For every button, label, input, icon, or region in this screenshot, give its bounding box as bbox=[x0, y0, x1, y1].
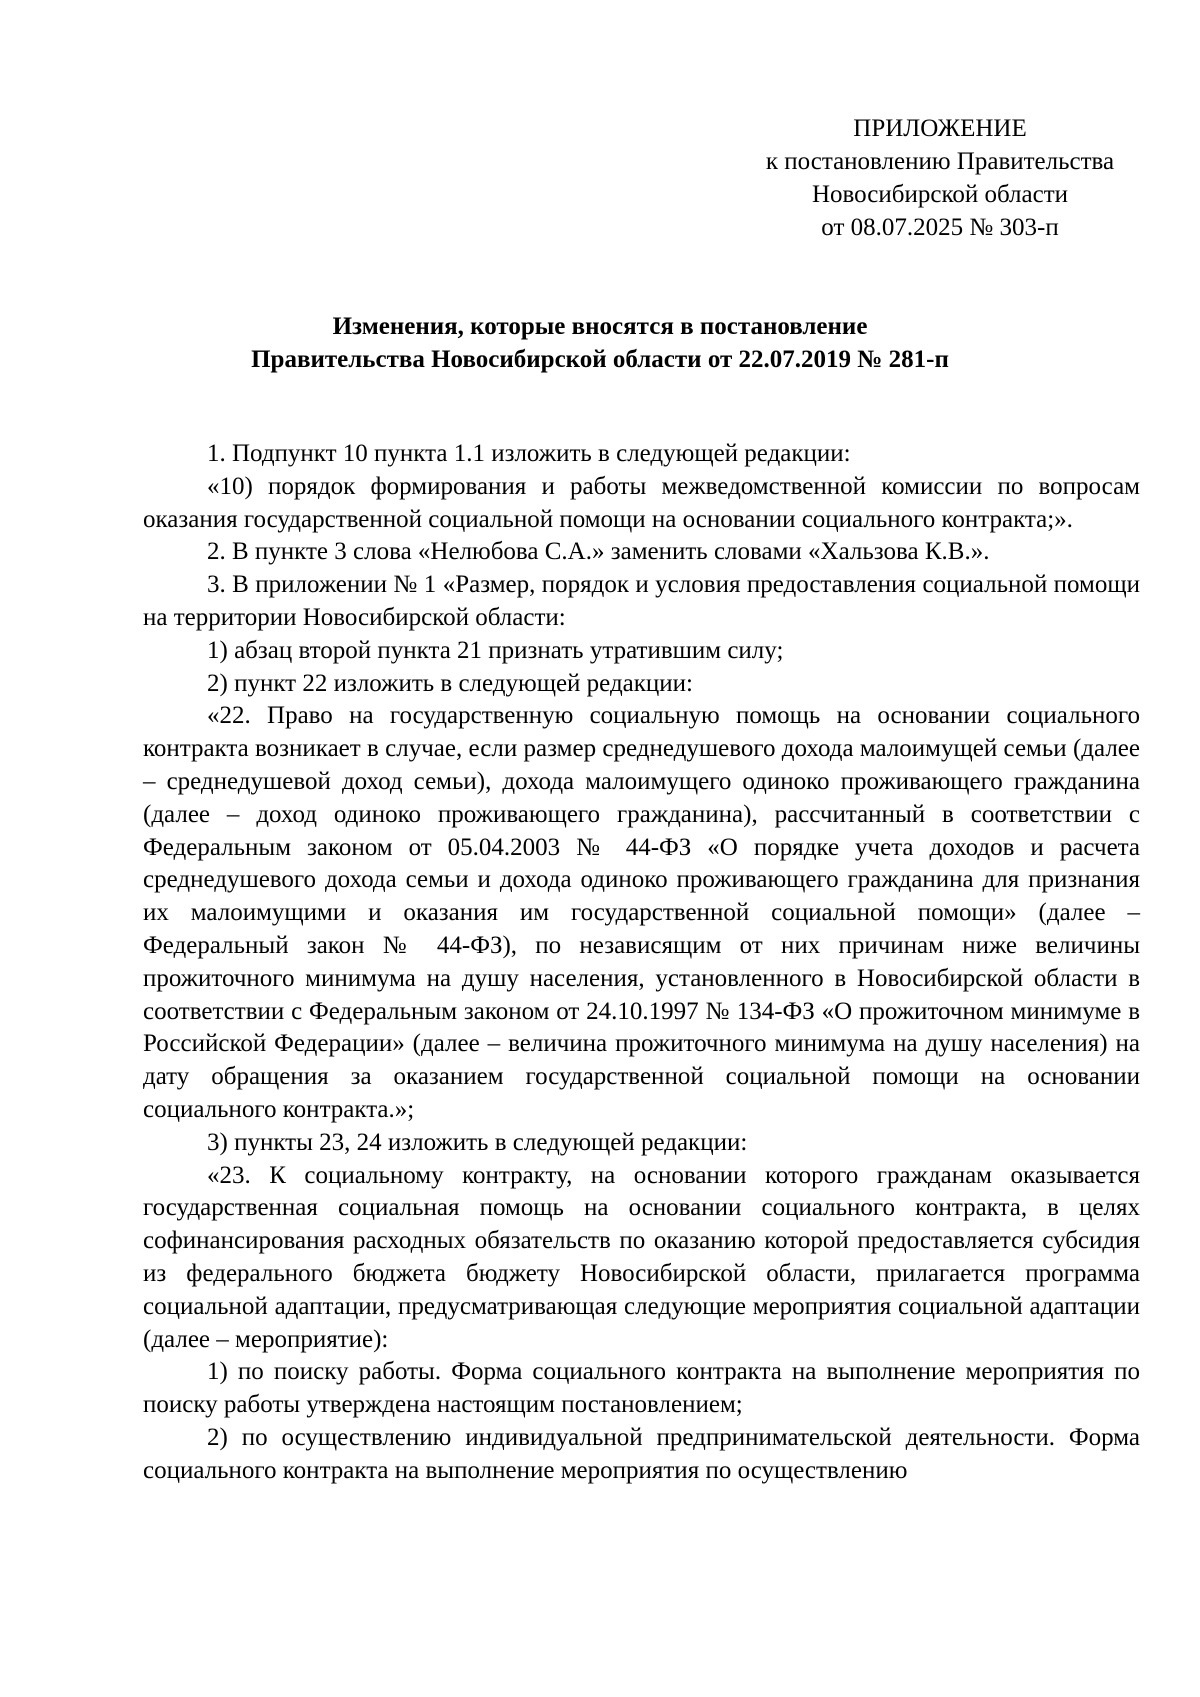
paragraph-1: 1. Подпункт 10 пункта 1.1 изложить в следующей редакции: bbox=[207, 440, 851, 467]
paragraph-3: 2. В пункте 3 слова «Нелюбова С.А.» заменить словами «Хальзова К.В.». bbox=[207, 538, 990, 566]
paragraph-4: 3. В приложении № 1 «Размер, порядок и условия предоставления социальной помощи на территории Новосибирской области: bbox=[143, 571, 1140, 631]
paragraph-11: 2) по осуществлению индивидуальной предпринимательской деятельности. Форма социального контракта на выполнение мероприятия по осуществлению bbox=[143, 1423, 1140, 1484]
paragraph-9: «23. К социальному контракту, на основании которого гражданам оказывается государственная социальная помощь на основании социального контракта, в целях софинансирования расходных обязательств по оказанию которой предоставляется субсидия из федерального бюджета бюджету Новосибирской области, прилагается программа социальной адаптации, предусматривающая следующие мероприятия социальной адаптации (далее – мероприятие): bbox=[143, 1161, 1140, 1353]
document-title bbox=[140, 310, 1060, 376]
paragraph-10: 1) по поиску работы. Форма социального контракта на выполнение мероприятия по поиску работы утверждена настоящим постановлением; bbox=[143, 1358, 1140, 1419]
appendix-date-number: от 08.07.2025 № 303-п bbox=[821, 214, 1059, 241]
appendix-label: ПРИЛОЖЕНИЕ bbox=[853, 115, 1027, 142]
appendix-header bbox=[740, 112, 1140, 244]
paragraph-5: 1) абзац второй пункта 21 признать утратившим силу; bbox=[207, 636, 784, 664]
appendix-region: Новосибирской области bbox=[811, 181, 1069, 208]
appendix-reference: к постановлению Правительства bbox=[765, 148, 1115, 175]
title-line-1: Изменения, которые вносятся в постановление bbox=[332, 313, 868, 340]
title-line-2: Правительства Новосибирской области от 22.07.2019 № 281-п bbox=[251, 346, 949, 373]
paragraph-2: «10) порядок формирования и работы межведомственной комиссии по вопросам оказания государственной социальной помощи на основании социального контракта;». bbox=[143, 472, 1140, 533]
paragraph-6: 2) пункт 22 изложить в следующей редакции: bbox=[207, 669, 693, 697]
paragraph-7: «22. Право на государственную социальную помощь на основании социального контракта возникает в случае, если размер среднедушевого дохода малоимущей семьи (далее – среднедушевой доход семьи), дохода малоимущего одиноко проживающего гражданина (далее – доход одиноко проживающего гражданина), рассчитанный в соответствии с Федеральным законом от 05.04.2003 № 44-ФЗ «О порядке учета доходов и расчета среднедушевого дохода семьи и дохода одиноко проживающего гражданина для признания их малоимущими и оказания им государственной социальной помощи» (далее – Федеральный закон № 44-ФЗ), по независящим от них причинам ниже величины прожиточного минимума на душу населения, установленного в Новосибирской области в соответствии с Федеральным законом от 24.10.1997 № 134-ФЗ «О прожиточном минимуме в Российской Федерации» (далее – величина прожиточного минимума на душу населения) на дату обращения за оказанием государственной социальной помощи на основании социального контракта.»; bbox=[143, 702, 1140, 1123]
document-body bbox=[143, 438, 1140, 1488]
paragraph-8: 3) пункты 23, 24 изложить в следующей редакции: bbox=[207, 1128, 748, 1156]
